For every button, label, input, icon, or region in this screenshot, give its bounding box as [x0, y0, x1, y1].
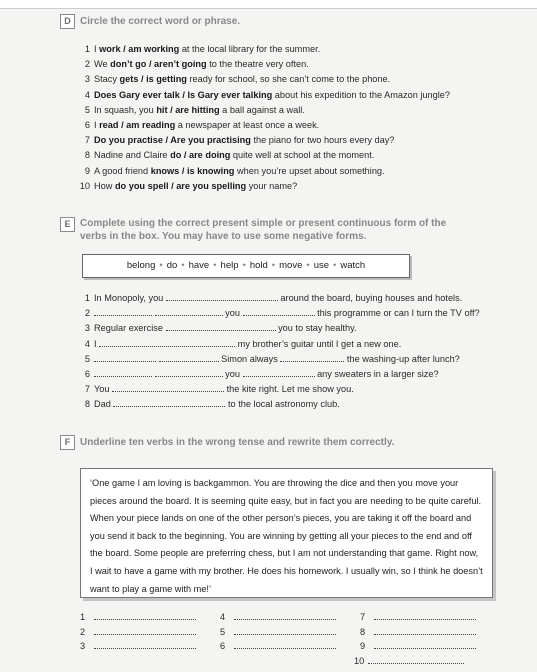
- item-text: ready for school, so she can’t come to the phone.: [186, 74, 391, 85]
- answer-slot: [360, 611, 476, 623]
- exercise-item: [76, 307, 480, 319]
- answer-number: 7: [360, 612, 366, 622]
- answer-slot: [360, 626, 476, 638]
- exercise-item: [76, 134, 394, 146]
- item-number: 9: [84, 165, 90, 176]
- item-number: 4: [84, 89, 90, 100]
- answer-blank[interactable]: [94, 368, 152, 377]
- exercise-item: [76, 383, 354, 395]
- answer-blank[interactable]: [99, 338, 235, 347]
- item-text: to the local astronomy club.: [227, 399, 340, 410]
- item-text: the kite right. Let me show you.: [226, 384, 354, 395]
- word-separator: •: [181, 260, 185, 271]
- answer-number: 2: [80, 626, 86, 637]
- exercise-item: [76, 322, 357, 334]
- answer-line[interactable]: [374, 640, 476, 649]
- item-text: A good friend: [94, 165, 151, 176]
- choice-phrase[interactable]: read / am reading: [99, 120, 176, 130]
- item-text: you: [225, 308, 243, 319]
- item-text: a newspaper at least once a week.: [175, 120, 320, 130]
- section-d-label: D: [60, 14, 75, 29]
- choice-phrase[interactable]: don’t go / aren’t going: [110, 59, 207, 70]
- answer-line[interactable]: [94, 626, 196, 635]
- item-text: your name?: [246, 180, 298, 191]
- exercise-item: [76, 43, 320, 55]
- answer-blank[interactable]: [243, 307, 315, 316]
- exercise-item: [76, 119, 319, 131]
- answer-number: 8: [360, 626, 366, 637]
- choice-phrase[interactable]: knows / is knowing: [150, 165, 235, 176]
- answer-blank[interactable]: [280, 353, 344, 362]
- section-e-title-line1: Complete using the correct present simple or present continuous form of the: [80, 218, 447, 229]
- item-text: I: [94, 338, 100, 349]
- answer-number: 9: [360, 641, 366, 651]
- answer-line[interactable]: [368, 655, 464, 664]
- item-text: the piano for two hours every day?: [250, 135, 395, 146]
- item-number: 3: [84, 323, 90, 334]
- choice-phrase[interactable]: gets / is getting: [119, 74, 187, 85]
- exercise-item: [76, 165, 385, 177]
- answer-slot: [80, 626, 196, 638]
- answer-slot: [220, 611, 336, 623]
- item-text: about his expedition to the Amazon jungle?: [272, 89, 450, 100]
- answer-slot: [80, 640, 196, 652]
- item-text: We: [94, 59, 111, 70]
- exercise-item: [76, 73, 390, 85]
- item-text: You: [94, 384, 113, 395]
- answer-line[interactable]: [374, 626, 476, 635]
- box-word: hold: [249, 260, 268, 271]
- answer-blank[interactable]: [155, 307, 223, 316]
- box-word: use: [313, 260, 330, 271]
- answer-line[interactable]: [94, 640, 196, 649]
- answer-line[interactable]: [374, 611, 476, 620]
- item-text: the washing-up after lunch?: [346, 353, 460, 364]
- answer-blank[interactable]: [243, 368, 315, 377]
- section-e-title-line2: verbs in the box. You may have to use some negative forms.: [80, 231, 367, 242]
- box-word: do: [166, 260, 178, 271]
- item-text: this programme or can I turn the TV off?: [317, 308, 480, 319]
- answer-blank[interactable]: [166, 322, 276, 331]
- exercise-item: [76, 398, 340, 410]
- choice-phrase[interactable]: Does Gary ever talk / Is Gary ever talking: [94, 89, 273, 100]
- exercise-item: [76, 104, 305, 116]
- box-word: help: [220, 260, 239, 271]
- item-number: 3: [84, 74, 90, 85]
- exercise-item: [76, 338, 401, 350]
- item-text: I: [94, 44, 100, 54]
- item-number: 5: [84, 353, 90, 364]
- word-separator: •: [306, 260, 310, 271]
- answer-slot: [80, 611, 196, 623]
- item-number: 8: [84, 399, 90, 410]
- item-number: 8: [84, 150, 90, 161]
- answer-number: 5: [220, 626, 226, 637]
- item-text: Simon always: [221, 353, 281, 364]
- item-number: 7: [84, 135, 90, 146]
- item-text: Nadine and Claire: [94, 150, 171, 161]
- answer-number: 3: [80, 641, 86, 651]
- exercise-item: [76, 149, 374, 161]
- item-text: at the local library for the summer.: [179, 44, 321, 54]
- word-separator: •: [242, 260, 246, 271]
- item-text: you: [225, 369, 243, 379]
- answer-slot: [354, 655, 464, 667]
- item-text: you to stay healthy.: [278, 323, 357, 334]
- item-number: 1: [84, 44, 90, 54]
- box-word: belong: [126, 260, 156, 271]
- word-separator: •: [333, 260, 337, 271]
- item-number: 5: [84, 104, 90, 115]
- answer-number: 4: [220, 612, 226, 622]
- item-text: Dad: [94, 399, 114, 410]
- choice-phrase[interactable]: do you spell / are you spelling: [114, 180, 247, 191]
- item-text: to the theatre very often.: [206, 59, 309, 70]
- item-number: 6: [84, 369, 90, 379]
- top-strip: [0, 0, 537, 9]
- exercise-item: [76, 292, 462, 304]
- item-text: Stacy: [94, 74, 120, 85]
- answer-blank[interactable]: [166, 292, 278, 301]
- answer-line[interactable]: [94, 611, 196, 620]
- answer-slot: [360, 640, 476, 652]
- exercise-item: [76, 89, 450, 101]
- section-f-label: F: [60, 435, 75, 450]
- exercise-item: [76, 368, 439, 380]
- word-separator: •: [213, 260, 217, 271]
- answer-slot: [220, 640, 336, 652]
- item-number: 4: [84, 338, 90, 349]
- box-word: have: [188, 260, 210, 271]
- answer-blank[interactable]: [113, 398, 225, 407]
- section-d-title: Circle the correct word or phrase.: [80, 16, 241, 27]
- exercise-item: [76, 353, 460, 365]
- answer-blank[interactable]: [155, 368, 223, 377]
- choice-phrase[interactable]: do / are doing: [170, 150, 231, 161]
- box-word: watch: [340, 260, 366, 271]
- item-number: 2: [84, 59, 90, 70]
- answer-blank[interactable]: [159, 353, 219, 362]
- choice-phrase[interactable]: hit / are hitting: [156, 104, 220, 115]
- item-text: around the board, buying houses and hotels.: [280, 293, 463, 303]
- item-text: quite well at school at the moment.: [230, 150, 375, 161]
- answer-blank[interactable]: [112, 383, 224, 392]
- item-number: 2: [84, 308, 90, 319]
- verb-box: [82, 254, 410, 278]
- answer-blank[interactable]: [94, 307, 152, 316]
- item-text: In Monopoly, you: [94, 293, 166, 303]
- passage-box: [80, 468, 493, 598]
- passage-text: ‘One game I am loving is backgammon. You are throwing the dice and then you move your pieces around the board. It is seeming quite easy, but in fact you are needing to be quite careful. When your piece lands on one of the other person’s pieces, you are taking it off the board and you send it back to the beginning. You are winning by getting all your pieces to the end and off the board. Some people are preferring chess, but I am not understanding that game. Right now, I wait to have a game with my brother. He does his homework. I usually win, so I think he doesn’t want to play a game with me!’: [90, 478, 483, 594]
- item-number: 7: [84, 384, 90, 395]
- item-text: I: [94, 120, 100, 130]
- answer-number: 1: [80, 612, 86, 622]
- word-separator: •: [159, 260, 163, 271]
- word-separator: •: [271, 260, 276, 271]
- item-number: 10: [79, 180, 90, 191]
- item-text: Regular exercise: [94, 323, 166, 334]
- item-text: In squash, you: [94, 104, 157, 115]
- choice-phrase[interactable]: work / am working: [99, 44, 180, 54]
- choice-phrase[interactable]: Do you practise / Are you practising: [94, 135, 251, 146]
- section-f-title: Underline ten verbs in the wrong tense and rewrite them correctly.: [80, 437, 395, 448]
- item-text: my brother’s guitar until I get a new one.: [237, 338, 402, 349]
- answer-line[interactable]: [234, 611, 336, 620]
- item-number: 6: [84, 120, 90, 130]
- exercise-item: [76, 180, 297, 192]
- answer-slot: [220, 626, 336, 638]
- exercise-item: [76, 58, 309, 70]
- item-text: How: [94, 180, 115, 191]
- item-text: when you’re upset about something.: [234, 165, 385, 176]
- answer-line[interactable]: [234, 640, 336, 649]
- answer-number: 10: [354, 655, 365, 666]
- answer-number: 6: [220, 641, 226, 651]
- answer-line[interactable]: [234, 626, 336, 635]
- answer-blank[interactable]: [94, 353, 156, 362]
- item-text: a ball against a wall.: [219, 104, 305, 115]
- section-e-label: E: [60, 217, 75, 232]
- item-text: any sweaters in a larger size?: [317, 369, 439, 379]
- item-number: 1: [84, 293, 90, 303]
- box-word: move: [279, 260, 303, 271]
